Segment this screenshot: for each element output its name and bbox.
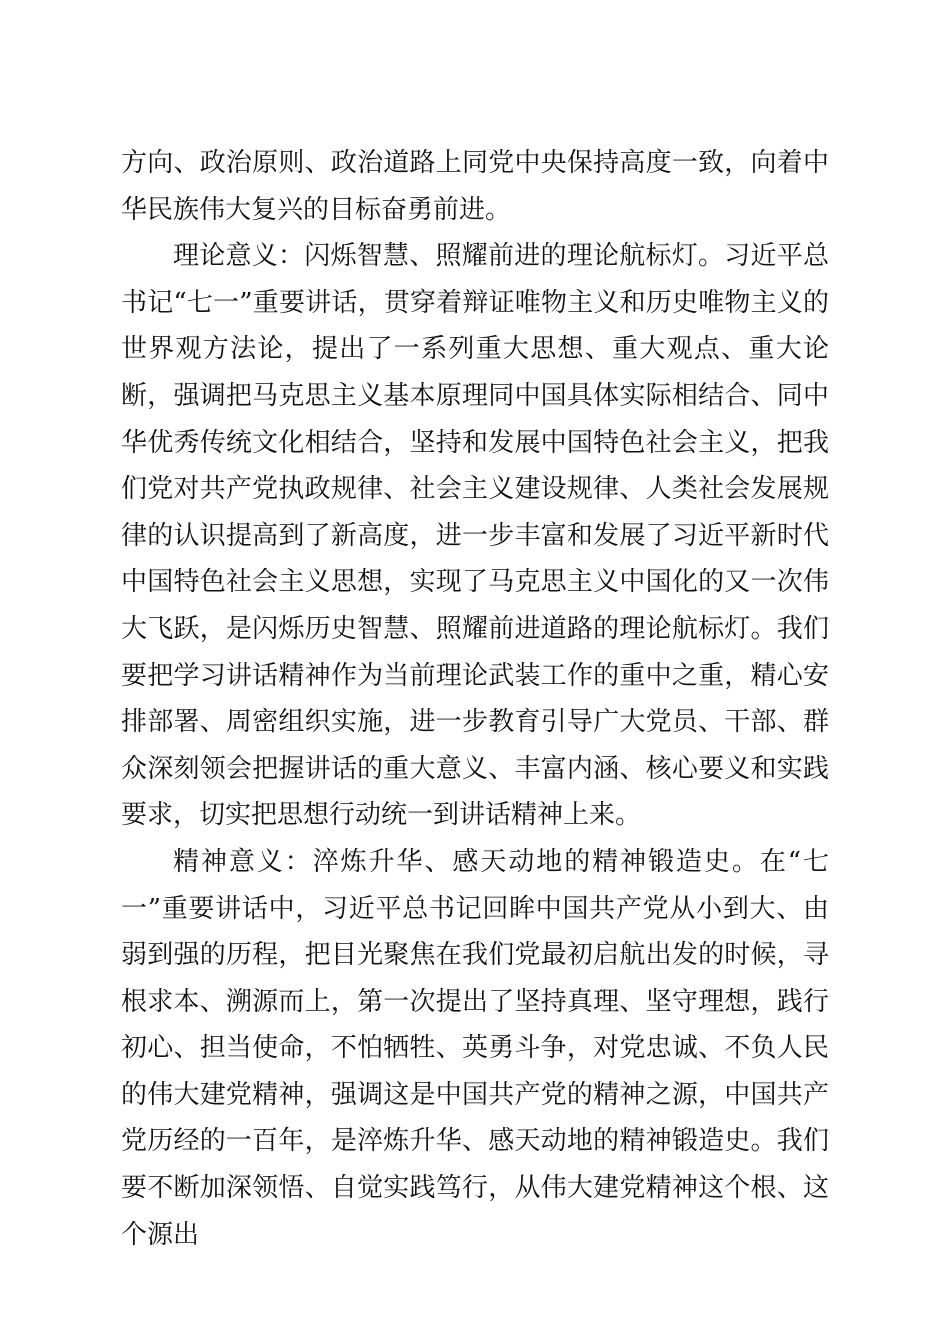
paragraph-spirit-significance: 精神意义：淬炼升华、感天动地的精神锻造史。在“七一”重要讲话中，习近平总书记回眸中国共产党从小到大、由弱到强的历程，把目光聚焦在我们党最初启航出发的时候，寻根求本、溯源而上，第一次提出了坚持真理、坚守理想，践行初心、担当使命，不怕牺牲、英勇斗争，对党忠诚、不负人民的伟大建党精神，强调这是中国共产党的精神之源，中国共产党历经的一百年，是淬炼升华、感天动地的精神锻造史。我们要不断加深领悟、自觉实践笃行，从伟大建党精神这个根、这个源出 (121, 846, 829, 1250)
paragraph-continuation: 方向、政治原则、政治道路上同党中央保持高度一致，向着中华民族伟大复兴的目标奋勇前进。 (121, 148, 829, 225)
paragraph-theory-significance: 理论意义：闪烁智慧、照耀前进的理论航标灯。习近平总书记“七一”重要讲话，贯穿着辩证唯物主义和历史唯物主义的世界观方法论，提出了一系列重大思想、重大观点、重大论断，强调把马克思主义基本原理同中国具体实际相结合、同中华优秀传统文化相结合，坚持和发展中国特色社会主义，把我们党对共产党执政规律、社会主义建设规律、人类社会发展规律的认识提高到了新高度，进一步丰富和发展了习近平新时代中国特色社会主义思想，实现了马克思主义中国化的又一次伟大飞跃，是闪烁历史智慧、照耀前进道路的理论航标灯。我们要把学习讲话精神作为当前理论武装工作的重中之重，精心安排部署、周密组织实施，进一步教育引导广大党员、干部、群众深刻领会把握讲话的重大意义、丰富内涵、核心要义和实践要求，切实把思想行动统一到讲话精神上来。 (121, 241, 829, 831)
document-body (121, 140, 829, 1258)
